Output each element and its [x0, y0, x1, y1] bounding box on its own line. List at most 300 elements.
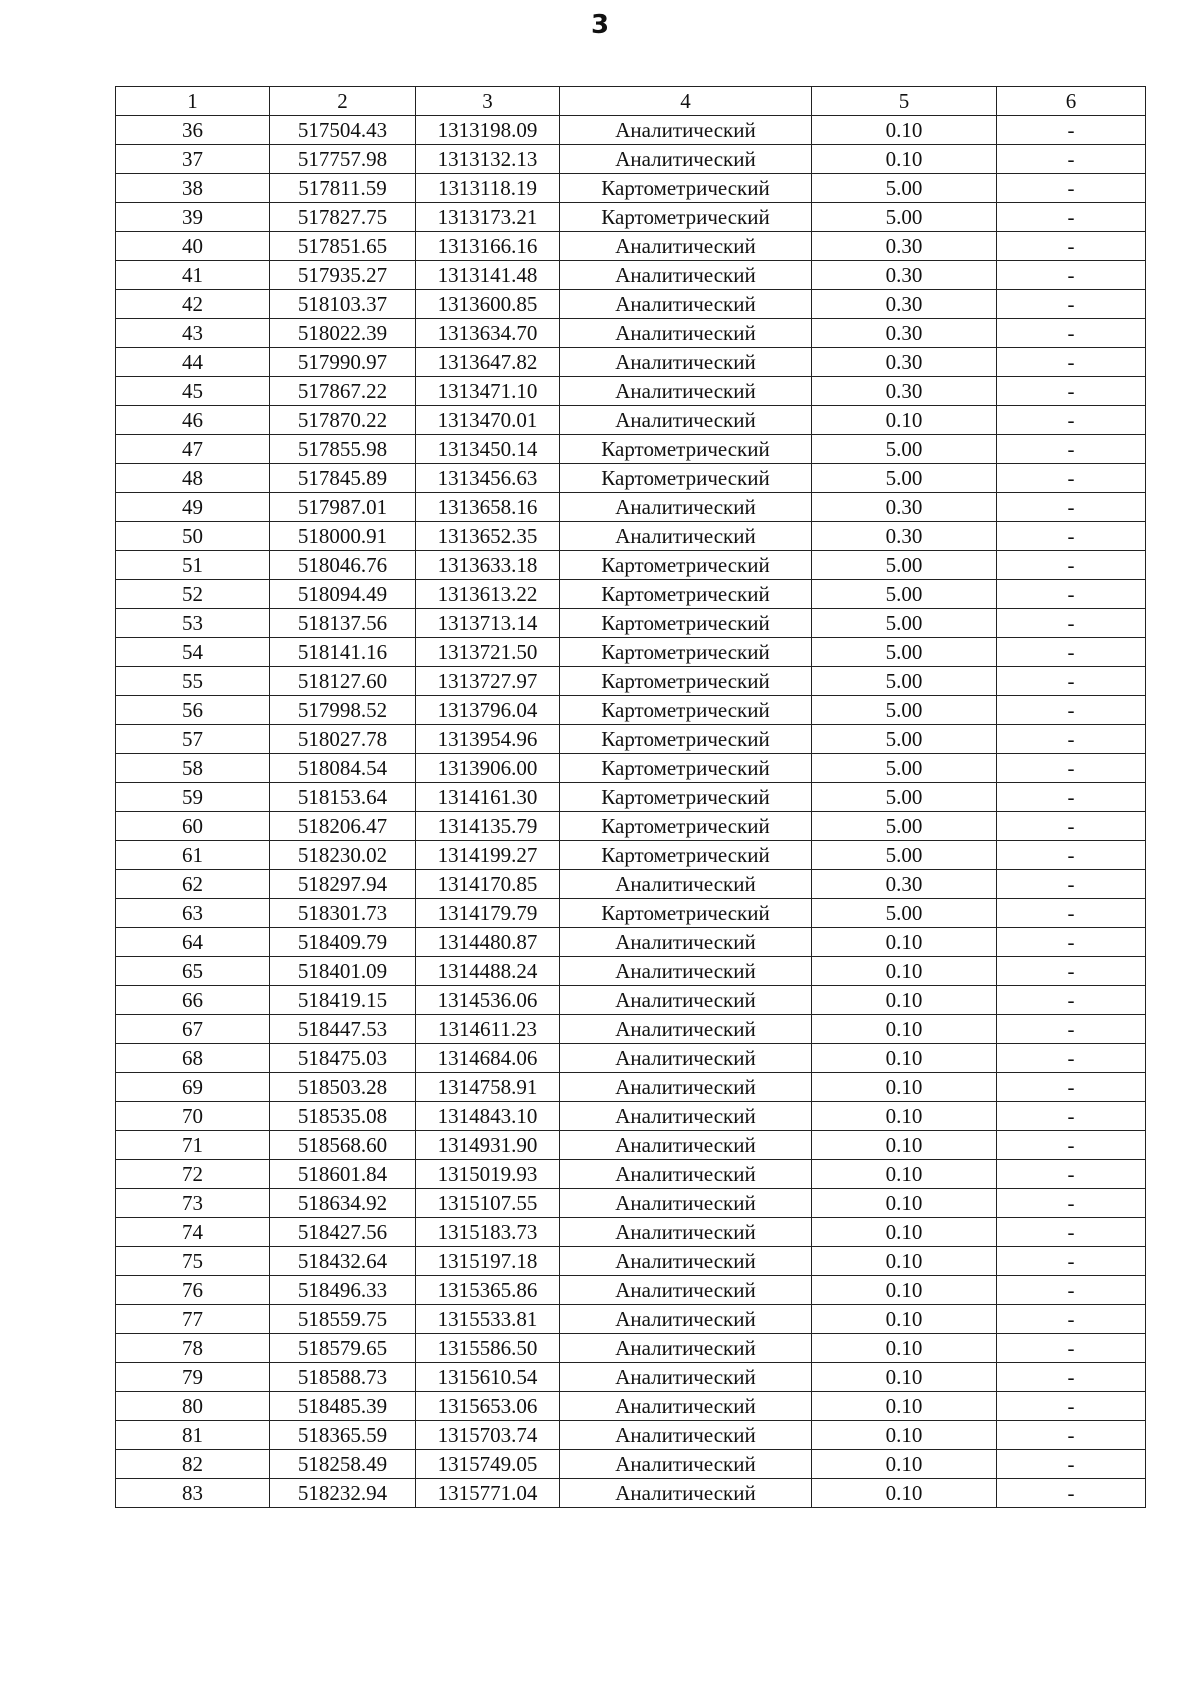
method-cell: Аналитический: [560, 290, 812, 319]
x-coordinate-cell: 518103.37: [270, 290, 416, 319]
method-cell: Аналитический: [560, 1102, 812, 1131]
y-coordinate-cell: 1314179.79: [416, 899, 560, 928]
table-row: [116, 1044, 1146, 1073]
y-coordinate-cell: 1313727.97: [416, 667, 560, 696]
table-row: [116, 812, 1146, 841]
x-coordinate-cell: 518579.65: [270, 1334, 416, 1363]
point-number-cell: 56: [116, 696, 270, 725]
method-cell: Картометрический: [560, 609, 812, 638]
note-cell: -: [997, 261, 1146, 290]
method-cell: Аналитический: [560, 1218, 812, 1247]
point-number-cell: 53: [116, 609, 270, 638]
method-cell: Картометрический: [560, 667, 812, 696]
point-number-cell: 68: [116, 1044, 270, 1073]
column-header: 4: [560, 87, 812, 116]
x-coordinate-cell: 518432.64: [270, 1247, 416, 1276]
accuracy-cell: 0.10: [812, 1102, 997, 1131]
y-coordinate-cell: 1313713.14: [416, 609, 560, 638]
x-coordinate-cell: 518232.94: [270, 1479, 416, 1508]
x-coordinate-cell: 518127.60: [270, 667, 416, 696]
x-coordinate-cell: 518447.53: [270, 1015, 416, 1044]
accuracy-cell: 5.00: [812, 812, 997, 841]
point-number-cell: 39: [116, 203, 270, 232]
note-cell: -: [997, 145, 1146, 174]
point-number-cell: 59: [116, 783, 270, 812]
table-body: [116, 116, 1146, 1508]
y-coordinate-cell: 1314843.10: [416, 1102, 560, 1131]
table-row: [116, 870, 1146, 899]
method-cell: Аналитический: [560, 1015, 812, 1044]
y-coordinate-cell: 1314684.06: [416, 1044, 560, 1073]
y-coordinate-cell: 1315183.73: [416, 1218, 560, 1247]
note-cell: -: [997, 290, 1146, 319]
accuracy-cell: 0.10: [812, 1218, 997, 1247]
y-coordinate-cell: 1313658.16: [416, 493, 560, 522]
y-coordinate-cell: 1314161.30: [416, 783, 560, 812]
x-coordinate-cell: 518137.56: [270, 609, 416, 638]
method-cell: Аналитический: [560, 319, 812, 348]
table-row: [116, 261, 1146, 290]
note-cell: -: [997, 1189, 1146, 1218]
y-coordinate-cell: 1313652.35: [416, 522, 560, 551]
point-number-cell: 75: [116, 1247, 270, 1276]
table-header: [116, 87, 1146, 116]
accuracy-cell: 5.00: [812, 435, 997, 464]
accuracy-cell: 0.10: [812, 1160, 997, 1189]
x-coordinate-cell: 518535.08: [270, 1102, 416, 1131]
table-row: [116, 1160, 1146, 1189]
accuracy-cell: 0.10: [812, 1044, 997, 1073]
accuracy-cell: 5.00: [812, 696, 997, 725]
point-number-cell: 67: [116, 1015, 270, 1044]
table-row: [116, 290, 1146, 319]
table-row: [116, 1450, 1146, 1479]
accuracy-cell: 0.30: [812, 522, 997, 551]
accuracy-cell: 5.00: [812, 841, 997, 870]
y-coordinate-cell: 1313132.13: [416, 145, 560, 174]
note-cell: -: [997, 696, 1146, 725]
accuracy-cell: 0.10: [812, 406, 997, 435]
x-coordinate-cell: 518141.16: [270, 638, 416, 667]
table-row: [116, 1189, 1146, 1218]
point-number-cell: 47: [116, 435, 270, 464]
x-coordinate-cell: 518475.03: [270, 1044, 416, 1073]
method-cell: Аналитический: [560, 261, 812, 290]
accuracy-cell: 0.10: [812, 928, 997, 957]
y-coordinate-cell: 1313647.82: [416, 348, 560, 377]
note-cell: -: [997, 957, 1146, 986]
accuracy-cell: 0.30: [812, 870, 997, 899]
point-number-cell: 54: [116, 638, 270, 667]
note-cell: -: [997, 319, 1146, 348]
method-cell: Аналитический: [560, 1334, 812, 1363]
accuracy-cell: 0.10: [812, 1073, 997, 1102]
note-cell: -: [997, 551, 1146, 580]
x-coordinate-cell: 517987.01: [270, 493, 416, 522]
method-cell: Картометрический: [560, 551, 812, 580]
table-row: [116, 841, 1146, 870]
point-number-cell: 64: [116, 928, 270, 957]
x-coordinate-cell: 518258.49: [270, 1450, 416, 1479]
accuracy-cell: 0.10: [812, 145, 997, 174]
accuracy-cell: 0.30: [812, 290, 997, 319]
method-cell: Картометрический: [560, 435, 812, 464]
table-row: [116, 1102, 1146, 1131]
y-coordinate-cell: 1313173.21: [416, 203, 560, 232]
note-cell: -: [997, 1276, 1146, 1305]
x-coordinate-cell: 518485.39: [270, 1392, 416, 1421]
column-header: 3: [416, 87, 560, 116]
y-coordinate-cell: 1314931.90: [416, 1131, 560, 1160]
coordinates-table: [115, 86, 1146, 1508]
table-row: [116, 551, 1146, 580]
table-row: [116, 1305, 1146, 1334]
method-cell: Аналитический: [560, 1363, 812, 1392]
accuracy-cell: 5.00: [812, 580, 997, 609]
point-number-cell: 80: [116, 1392, 270, 1421]
table-row: [116, 493, 1146, 522]
accuracy-cell: 0.30: [812, 493, 997, 522]
x-coordinate-cell: 517827.75: [270, 203, 416, 232]
x-coordinate-cell: 518000.91: [270, 522, 416, 551]
table-row: [116, 319, 1146, 348]
method-cell: Картометрический: [560, 174, 812, 203]
note-cell: -: [997, 1044, 1146, 1073]
x-coordinate-cell: 518559.75: [270, 1305, 416, 1334]
x-coordinate-cell: 517867.22: [270, 377, 416, 406]
note-cell: -: [997, 754, 1146, 783]
table-row: [116, 986, 1146, 1015]
method-cell: Аналитический: [560, 232, 812, 261]
point-number-cell: 50: [116, 522, 270, 551]
method-cell: Картометрический: [560, 696, 812, 725]
point-number-cell: 36: [116, 116, 270, 145]
method-cell: Картометрический: [560, 203, 812, 232]
y-coordinate-cell: 1313600.85: [416, 290, 560, 319]
note-cell: -: [997, 203, 1146, 232]
accuracy-cell: 0.10: [812, 1334, 997, 1363]
y-coordinate-cell: 1315197.18: [416, 1247, 560, 1276]
y-coordinate-cell: 1313166.16: [416, 232, 560, 261]
method-cell: Аналитический: [560, 377, 812, 406]
y-coordinate-cell: 1314135.79: [416, 812, 560, 841]
x-coordinate-cell: 518084.54: [270, 754, 416, 783]
accuracy-cell: 0.30: [812, 377, 997, 406]
note-cell: -: [997, 580, 1146, 609]
point-number-cell: 82: [116, 1450, 270, 1479]
point-number-cell: 45: [116, 377, 270, 406]
point-number-cell: 62: [116, 870, 270, 899]
method-cell: Аналитический: [560, 1421, 812, 1450]
point-number-cell: 42: [116, 290, 270, 319]
accuracy-cell: 0.10: [812, 1363, 997, 1392]
accuracy-cell: 5.00: [812, 203, 997, 232]
x-coordinate-cell: 518634.92: [270, 1189, 416, 1218]
note-cell: -: [997, 638, 1146, 667]
page-number: 3: [590, 10, 610, 40]
table-row: [116, 116, 1146, 145]
note-cell: -: [997, 464, 1146, 493]
y-coordinate-cell: 1313633.18: [416, 551, 560, 580]
note-cell: -: [997, 783, 1146, 812]
point-number-cell: 71: [116, 1131, 270, 1160]
x-coordinate-cell: 517990.97: [270, 348, 416, 377]
y-coordinate-cell: 1313118.19: [416, 174, 560, 203]
table-row: [116, 609, 1146, 638]
method-cell: Картометрический: [560, 841, 812, 870]
accuracy-cell: 0.10: [812, 1479, 997, 1508]
table-row: [116, 1334, 1146, 1363]
y-coordinate-cell: 1315365.86: [416, 1276, 560, 1305]
method-cell: Аналитический: [560, 928, 812, 957]
accuracy-cell: 0.10: [812, 1131, 997, 1160]
x-coordinate-cell: 517935.27: [270, 261, 416, 290]
column-header: 6: [997, 87, 1146, 116]
y-coordinate-cell: 1314199.27: [416, 841, 560, 870]
note-cell: -: [997, 870, 1146, 899]
note-cell: -: [997, 725, 1146, 754]
method-cell: Аналитический: [560, 116, 812, 145]
method-cell: Аналитический: [560, 493, 812, 522]
y-coordinate-cell: 1315019.93: [416, 1160, 560, 1189]
method-cell: Аналитический: [560, 348, 812, 377]
table-row: [116, 377, 1146, 406]
y-coordinate-cell: 1315749.05: [416, 1450, 560, 1479]
x-coordinate-cell: 518365.59: [270, 1421, 416, 1450]
method-cell: Картометрический: [560, 783, 812, 812]
accuracy-cell: 0.10: [812, 116, 997, 145]
point-number-cell: 40: [116, 232, 270, 261]
accuracy-cell: 5.00: [812, 551, 997, 580]
y-coordinate-cell: 1314611.23: [416, 1015, 560, 1044]
table-row: [116, 928, 1146, 957]
note-cell: -: [997, 435, 1146, 464]
table-row: [116, 145, 1146, 174]
method-cell: Аналитический: [560, 1479, 812, 1508]
method-cell: Аналитический: [560, 1189, 812, 1218]
method-cell: Аналитический: [560, 1044, 812, 1073]
method-cell: Картометрический: [560, 812, 812, 841]
table-row: [116, 203, 1146, 232]
note-cell: -: [997, 232, 1146, 261]
accuracy-cell: 0.10: [812, 1015, 997, 1044]
method-cell: Аналитический: [560, 870, 812, 899]
table-row: [116, 783, 1146, 812]
method-cell: Аналитический: [560, 1392, 812, 1421]
x-coordinate-cell: 518206.47: [270, 812, 416, 841]
point-number-cell: 57: [116, 725, 270, 754]
y-coordinate-cell: 1314170.85: [416, 870, 560, 899]
table-row: [116, 174, 1146, 203]
y-coordinate-cell: 1315586.50: [416, 1334, 560, 1363]
table-row: [116, 754, 1146, 783]
point-number-cell: 60: [116, 812, 270, 841]
table-row: [116, 232, 1146, 261]
point-number-cell: 61: [116, 841, 270, 870]
table-row: [116, 1363, 1146, 1392]
point-number-cell: 49: [116, 493, 270, 522]
accuracy-cell: 5.00: [812, 464, 997, 493]
y-coordinate-cell: 1315771.04: [416, 1479, 560, 1508]
y-coordinate-cell: 1313141.48: [416, 261, 560, 290]
note-cell: -: [997, 899, 1146, 928]
table-row: [116, 522, 1146, 551]
point-number-cell: 79: [116, 1363, 270, 1392]
accuracy-cell: 5.00: [812, 609, 997, 638]
note-cell: -: [997, 1305, 1146, 1334]
note-cell: -: [997, 1015, 1146, 1044]
accuracy-cell: 0.30: [812, 261, 997, 290]
note-cell: -: [997, 1247, 1146, 1276]
accuracy-cell: 0.10: [812, 957, 997, 986]
table-row: [116, 1015, 1146, 1044]
y-coordinate-cell: 1314488.24: [416, 957, 560, 986]
table-row: [116, 667, 1146, 696]
method-cell: Картометрический: [560, 725, 812, 754]
accuracy-cell: 5.00: [812, 899, 997, 928]
y-coordinate-cell: 1315107.55: [416, 1189, 560, 1218]
method-cell: Аналитический: [560, 145, 812, 174]
y-coordinate-cell: 1313721.50: [416, 638, 560, 667]
note-cell: -: [997, 1073, 1146, 1102]
accuracy-cell: 0.10: [812, 1392, 997, 1421]
x-coordinate-cell: 518427.56: [270, 1218, 416, 1247]
method-cell: Аналитический: [560, 957, 812, 986]
y-coordinate-cell: 1315653.06: [416, 1392, 560, 1421]
accuracy-cell: 0.10: [812, 1305, 997, 1334]
column-header: 5: [812, 87, 997, 116]
y-coordinate-cell: 1313470.01: [416, 406, 560, 435]
y-coordinate-cell: 1313198.09: [416, 116, 560, 145]
header-row: [116, 87, 1146, 116]
note-cell: -: [997, 812, 1146, 841]
y-coordinate-cell: 1314536.06: [416, 986, 560, 1015]
point-number-cell: 77: [116, 1305, 270, 1334]
table-row: [116, 348, 1146, 377]
note-cell: -: [997, 1131, 1146, 1160]
x-coordinate-cell: 518297.94: [270, 870, 416, 899]
table-row: [116, 957, 1146, 986]
point-number-cell: 72: [116, 1160, 270, 1189]
y-coordinate-cell: 1313456.63: [416, 464, 560, 493]
x-coordinate-cell: 518301.73: [270, 899, 416, 928]
accuracy-cell: 5.00: [812, 725, 997, 754]
table-row: [116, 1392, 1146, 1421]
note-cell: -: [997, 609, 1146, 638]
x-coordinate-cell: 517998.52: [270, 696, 416, 725]
point-number-cell: 76: [116, 1276, 270, 1305]
x-coordinate-cell: 518419.15: [270, 986, 416, 1015]
method-cell: Картометрический: [560, 464, 812, 493]
accuracy-cell: 5.00: [812, 667, 997, 696]
point-number-cell: 65: [116, 957, 270, 986]
y-coordinate-cell: 1313450.14: [416, 435, 560, 464]
x-coordinate-cell: 517870.22: [270, 406, 416, 435]
point-number-cell: 43: [116, 319, 270, 348]
x-coordinate-cell: 518046.76: [270, 551, 416, 580]
point-number-cell: 83: [116, 1479, 270, 1508]
method-cell: Аналитический: [560, 1276, 812, 1305]
note-cell: -: [997, 667, 1146, 696]
point-number-cell: 63: [116, 899, 270, 928]
note-cell: -: [997, 1421, 1146, 1450]
table-row: [116, 725, 1146, 754]
table-row: [116, 435, 1146, 464]
y-coordinate-cell: 1313954.96: [416, 725, 560, 754]
method-cell: Аналитический: [560, 1073, 812, 1102]
table-row: [116, 580, 1146, 609]
note-cell: -: [997, 1218, 1146, 1247]
x-coordinate-cell: 518230.02: [270, 841, 416, 870]
note-cell: -: [997, 1479, 1146, 1508]
accuracy-cell: 5.00: [812, 783, 997, 812]
table-row: [116, 1276, 1146, 1305]
point-number-cell: 37: [116, 145, 270, 174]
method-cell: Картометрический: [560, 899, 812, 928]
note-cell: -: [997, 986, 1146, 1015]
method-cell: Аналитический: [560, 1247, 812, 1276]
note-cell: -: [997, 1363, 1146, 1392]
x-coordinate-cell: 517757.98: [270, 145, 416, 174]
point-number-cell: 52: [116, 580, 270, 609]
method-cell: Аналитический: [560, 406, 812, 435]
method-cell: Аналитический: [560, 1131, 812, 1160]
x-coordinate-cell: 517851.65: [270, 232, 416, 261]
y-coordinate-cell: 1313634.70: [416, 319, 560, 348]
y-coordinate-cell: 1315533.81: [416, 1305, 560, 1334]
table-row: [116, 1479, 1146, 1508]
method-cell: Аналитический: [560, 986, 812, 1015]
point-number-cell: 46: [116, 406, 270, 435]
note-cell: -: [997, 1450, 1146, 1479]
point-number-cell: 78: [116, 1334, 270, 1363]
note-cell: -: [997, 116, 1146, 145]
y-coordinate-cell: 1313471.10: [416, 377, 560, 406]
table-row: [116, 1073, 1146, 1102]
accuracy-cell: 0.10: [812, 1247, 997, 1276]
x-coordinate-cell: 517855.98: [270, 435, 416, 464]
y-coordinate-cell: 1313906.00: [416, 754, 560, 783]
x-coordinate-cell: 518153.64: [270, 783, 416, 812]
note-cell: -: [997, 1160, 1146, 1189]
note-cell: -: [997, 493, 1146, 522]
note-cell: -: [997, 406, 1146, 435]
note-cell: -: [997, 174, 1146, 203]
accuracy-cell: 0.30: [812, 319, 997, 348]
x-coordinate-cell: 518409.79: [270, 928, 416, 957]
point-number-cell: 38: [116, 174, 270, 203]
table-row: [116, 1218, 1146, 1247]
note-cell: -: [997, 377, 1146, 406]
accuracy-cell: 0.30: [812, 232, 997, 261]
x-coordinate-cell: 518496.33: [270, 1276, 416, 1305]
x-coordinate-cell: 517811.59: [270, 174, 416, 203]
x-coordinate-cell: 518094.49: [270, 580, 416, 609]
note-cell: -: [997, 841, 1146, 870]
y-coordinate-cell: 1314480.87: [416, 928, 560, 957]
point-number-cell: 48: [116, 464, 270, 493]
accuracy-cell: 0.10: [812, 1450, 997, 1479]
y-coordinate-cell: 1313613.22: [416, 580, 560, 609]
y-coordinate-cell: 1314758.91: [416, 1073, 560, 1102]
y-coordinate-cell: 1313796.04: [416, 696, 560, 725]
x-coordinate-cell: 518401.09: [270, 957, 416, 986]
note-cell: -: [997, 928, 1146, 957]
point-number-cell: 66: [116, 986, 270, 1015]
point-number-cell: 51: [116, 551, 270, 580]
point-number-cell: 44: [116, 348, 270, 377]
point-number-cell: 81: [116, 1421, 270, 1450]
